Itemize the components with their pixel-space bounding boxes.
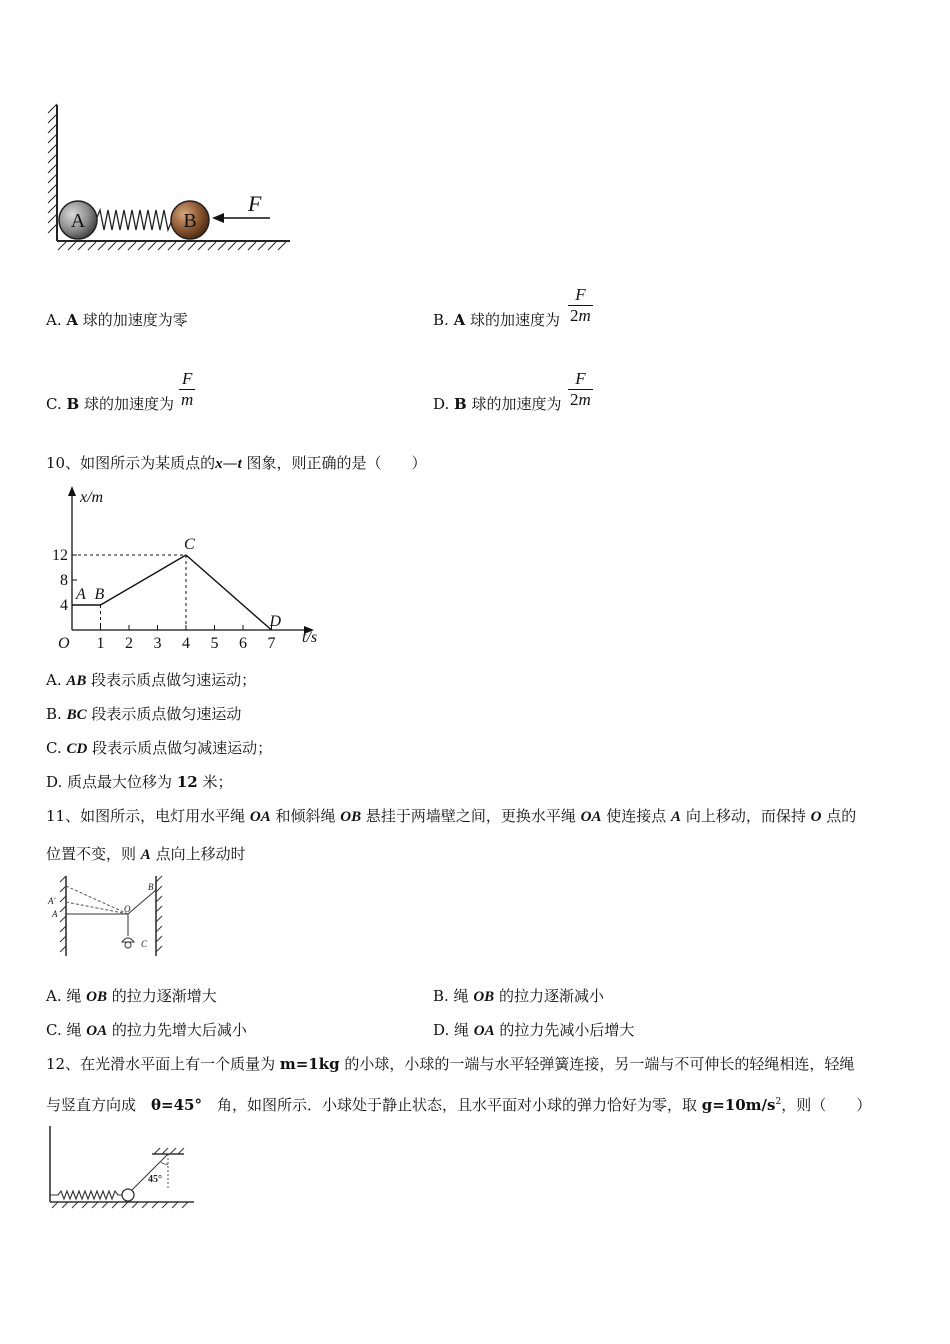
q9-a-ball: A	[66, 311, 79, 329]
q10-option-b[interactable]	[46, 704, 241, 725]
q10-option-a[interactable]	[46, 670, 256, 691]
q9-b-denominator	[568, 305, 593, 326]
ball-b-label: B	[183, 210, 197, 232]
q9-option-c[interactable]	[46, 394, 174, 414]
q12-l2a: 与竖直方向成	[46, 1096, 152, 1114]
q9-option-b[interactable]	[433, 310, 560, 330]
fig12-floor	[50, 1202, 194, 1208]
x-tick-label: 6	[239, 635, 247, 652]
q10-d-text: 质点最大位移为	[67, 773, 177, 791]
q11-c-var: OA	[86, 1023, 108, 1039]
fig11-label-o: O	[124, 904, 131, 914]
rope-oa-prime	[66, 902, 128, 914]
spring-rope-figure	[44, 1122, 199, 1212]
x-tick-label: 3	[153, 635, 162, 652]
q9-b-ball: A	[453, 311, 466, 329]
q9-d-fraction	[568, 369, 593, 410]
y-axis-label: x/m	[80, 489, 104, 506]
q9-b-numerator: F	[575, 285, 586, 304]
fig12-spring	[50, 1191, 123, 1199]
fig12-ceiling	[152, 1148, 184, 1154]
q11-option-b[interactable]	[433, 986, 604, 1007]
q11-s4: 使连接点	[601, 807, 672, 825]
q12-mass: m=1kg	[279, 1055, 340, 1073]
point-label-b: B	[94, 586, 105, 603]
q11-b-text: 的拉力逐渐减小	[494, 987, 604, 1005]
spring	[96, 210, 172, 230]
q11-c-prefix: C. 绳	[46, 1021, 87, 1039]
q10-stem	[46, 453, 427, 474]
q9-d-ball: B	[454, 395, 467, 413]
q11-option-c[interactable]	[46, 1020, 247, 1041]
q12-l2c: ，则（ ）	[781, 1096, 872, 1114]
fig12-angle-label: 45°	[148, 1174, 162, 1185]
q9-c-denominator: m	[181, 390, 194, 409]
q12-theta: θ=45°	[151, 1096, 202, 1114]
q11-stem-line1	[46, 806, 856, 827]
q9-d-numerator: F	[575, 369, 586, 388]
q10-b-text: 段表示质点做匀速运动	[86, 705, 242, 723]
force-label: F	[248, 191, 262, 216]
q11-a-var: OB	[86, 989, 107, 1005]
xt-graph	[40, 480, 340, 655]
fig11-label-b: B	[148, 882, 154, 892]
q10-a-text: 段表示质点做匀速运动；	[86, 671, 257, 689]
q10-stem-var-t: t	[237, 456, 242, 472]
fig11-label-c: C	[141, 939, 148, 949]
fig11-label-a: A	[52, 909, 58, 919]
y-tick-label: 8	[60, 572, 68, 589]
q10-option-d[interactable]	[46, 772, 232, 792]
q11-d-prefix: D. 绳	[433, 1021, 474, 1039]
segment-cd	[186, 555, 272, 630]
q11-v4: A	[671, 809, 682, 825]
lamp-icon	[122, 938, 134, 942]
q12-s1: 12、在光滑水平面上有一个质量为	[46, 1055, 280, 1073]
q10-a-prefix: A.	[46, 671, 67, 689]
x-tick-label: 4	[182, 635, 190, 652]
segment-bc	[101, 555, 187, 605]
q12-stem-line2	[46, 1092, 871, 1115]
right-wall	[156, 876, 162, 956]
q9-b-den-var: m	[578, 306, 591, 325]
q10-stem-dash: —	[222, 454, 238, 472]
q9-d-den-var: m	[578, 390, 591, 409]
q11-l2a: 位置不变，则	[46, 845, 141, 863]
y-tick-label: 12	[52, 547, 68, 564]
q9-d-den-coef: 2	[570, 390, 579, 409]
q11-b-prefix: B. 绳	[433, 987, 474, 1005]
q9-d-prefix: D.	[433, 395, 455, 413]
q9-a-prefix: A.	[46, 311, 67, 329]
force-arrow-head	[212, 213, 224, 223]
q12-l2b: 角，如图所示．小球处于静止状态，且水平面对小球的弹力恰好为零，取	[201, 1096, 702, 1114]
fig11-label-a-prime: A'	[48, 896, 56, 906]
q11-l2v: A	[140, 847, 151, 863]
q9-c-ball: B	[66, 395, 80, 413]
q11-s3: 悬挂于两墙壁之间，更换水平绳	[361, 807, 581, 825]
q12-g-exp: 2	[775, 1097, 782, 1107]
point-label-d: D	[269, 613, 282, 630]
q11-d-var: OA	[473, 1023, 495, 1039]
q10-d-unit: 米；	[197, 773, 233, 791]
q9-b-text: 球的加速度为	[465, 311, 560, 329]
y-tick-label: 4	[60, 597, 68, 614]
lamp-bulb-icon	[125, 942, 131, 948]
q9-c-fraction	[179, 369, 195, 410]
q9-c-text: 球的加速度为	[79, 395, 174, 413]
q9-d-text: 球的加速度为	[466, 395, 562, 413]
floor-hatching	[57, 241, 290, 250]
rope-ob	[128, 890, 156, 914]
q11-s5: 向上移动，而保持	[681, 807, 811, 825]
q9-b-fraction	[568, 285, 593, 326]
q10-d-val: 12	[176, 773, 198, 791]
q11-s6: 点的	[821, 807, 857, 825]
q11-option-a[interactable]	[46, 986, 217, 1007]
x-axis-label: t/s	[302, 629, 318, 646]
q11-v1: OA	[249, 809, 271, 825]
q11-c-text: 的拉力先增大后减小	[107, 1021, 247, 1039]
q9-b-den-coef: 2	[570, 306, 579, 325]
x-tick-label: 7	[267, 635, 276, 652]
q9-d-denominator	[568, 389, 593, 410]
q10-c-text: 段表示质点做匀减速运动；	[87, 739, 273, 757]
spring-ball-figure	[40, 95, 300, 255]
q11-v5: O	[810, 809, 822, 825]
x-tick-label: 5	[210, 635, 219, 652]
q10-d-prefix: D.	[46, 773, 68, 791]
lamp-figure	[44, 872, 169, 962]
q11-a-text: 的拉力逐渐增大	[106, 987, 217, 1005]
q11-v2: OB	[340, 809, 362, 825]
x-tick-label: 2	[125, 635, 133, 652]
q9-c-prefix: C.	[46, 395, 67, 413]
point-label-a: A	[76, 586, 86, 603]
q11-b-var: OB	[473, 989, 495, 1005]
q11-option-d[interactable]	[433, 1020, 634, 1041]
q9-b-prefix: B.	[433, 311, 454, 329]
q11-v3: OA	[580, 809, 602, 825]
q11-a-prefix: A. 绳	[46, 987, 87, 1005]
q10-stem-post: 图象，则正确的是（ ）	[241, 454, 427, 472]
q11-d-text: 的拉力先减小后增大	[494, 1021, 635, 1039]
q12-g: g=10m/s	[701, 1096, 776, 1114]
q10-stem-pre: 10、如图所示为某质点的	[46, 454, 216, 472]
q10-b-seg: BC	[66, 707, 87, 723]
rope-oa-upper	[66, 886, 128, 914]
q12-s2: 的小球，小球的一端与水平轻弹簧连接，另一端与不可伸长的轻绳相连，轻绳	[339, 1055, 855, 1073]
q9-option-a[interactable]	[46, 310, 188, 330]
q10-c-seg: CD	[66, 741, 88, 757]
q11-stem-line2	[46, 844, 246, 865]
ball-a-label: A	[70, 210, 86, 232]
q10-stem-var-x: x	[215, 456, 223, 472]
q11-s2: 和倾斜绳	[270, 807, 341, 825]
x-tick-label: 1	[96, 635, 105, 652]
q12-stem-line1	[46, 1054, 854, 1074]
q10-b-prefix: B.	[46, 705, 67, 723]
fig12-angle-arc	[161, 1162, 168, 1164]
fig12-ball	[122, 1189, 134, 1201]
wall-hatching	[48, 104, 57, 241]
y-axis-arrow	[68, 486, 76, 496]
q11-s1: 11、如图所示，电灯用水平绳	[46, 807, 250, 825]
q9-a-text: 球的加速度为零	[78, 311, 188, 329]
q11-l2b: 点向上移动时	[150, 845, 246, 863]
q10-c-prefix: C.	[46, 739, 67, 757]
q10-a-seg: AB	[66, 673, 87, 689]
q9-c-numerator: F	[181, 369, 193, 388]
q9-option-d[interactable]	[433, 394, 562, 414]
point-label-c: C	[184, 536, 195, 553]
q10-option-c[interactable]	[46, 738, 272, 759]
origin-label: O	[58, 635, 70, 652]
left-wall	[60, 876, 66, 956]
